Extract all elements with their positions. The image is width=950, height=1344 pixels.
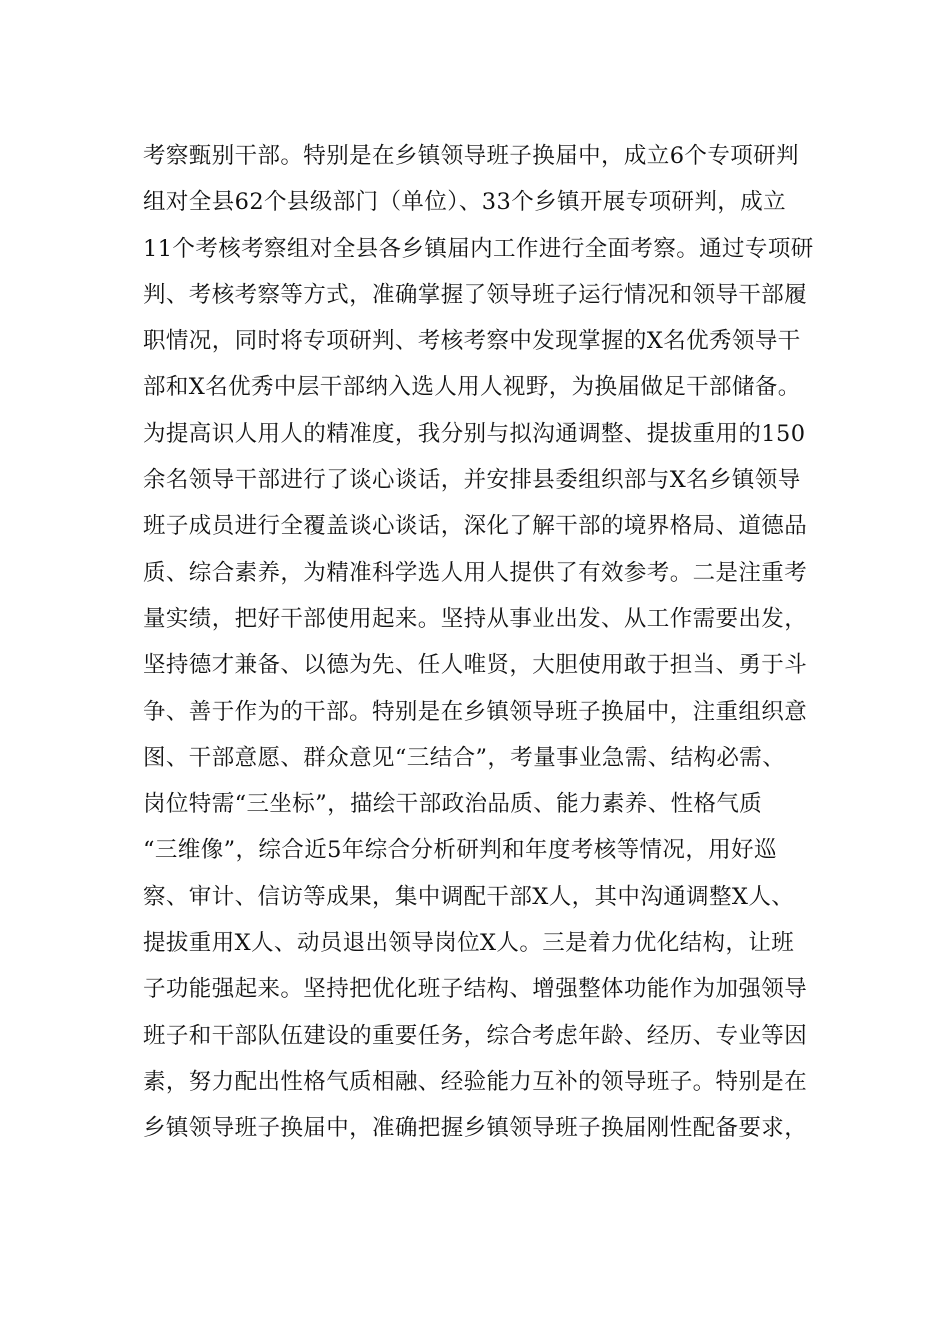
text-line: 争、善于作为的干部。特别是在乡镇领导班子换届中，注重组织意 [143, 698, 808, 725]
text-line: 岗位特需“三坐标”，描绘干部政治品质、能力素养、性格气质 [143, 791, 763, 818]
text-line: 部和X名优秀中层干部纳入选人用人视野，为换届做足干部储备。 [143, 374, 801, 401]
text-line: 质、综合素养，为精准科学选人用人提供了有效参考。二是注重考 [143, 559, 808, 586]
text-line: 子功能强起来。坚持把优化班子结构、增强整体功能作为加强领导 [143, 976, 808, 1003]
text-line: 提拔重用X人、动员退出领导岗位X人。三是着力优化结构，让班 [143, 930, 795, 957]
text-line: 余名领导干部进行了谈心谈话，并安排县委组织部与X名乡镇领导 [143, 467, 801, 494]
text-line: 量实绩，把好干部使用起来。坚持从事业出发、从工作需要出发， [143, 605, 808, 632]
text-line: 图、干部意愿、群众意见“三结合”，考量事业急需、结构必需、 [143, 744, 786, 771]
text-line: 职情况，同时将专项研判、考核考察中发现掌握的X名优秀领导干 [143, 328, 801, 355]
text-line: 考察甄别干部。特别是在乡镇领导班子换届中，成立6个专项研判 [143, 143, 799, 169]
text-line: 察、审计、信访等成果，集中调配干部X人，其中沟通调整X人、 [143, 883, 795, 910]
text-line: 素，努力配出性格气质相融、经验能力互补的领导班子。特别是在 [143, 1068, 808, 1095]
text-line: 11个考核考察组对全县各乡镇届内工作进行全面考察。通过专项研 [143, 235, 814, 262]
text-line: 班子成员进行全覆盖谈心谈话，深化了解干部的境界格局、道德品 [143, 513, 808, 540]
text-line: 为提高识人用人的精准度，我分别与拟沟通调整、提拔重用的150 [143, 420, 806, 447]
text-line: “三维像”，综合近5年综合分析研判和年度考核等情况，用好巡 [143, 837, 777, 864]
text-line: 乡镇领导班子换届中，准确把握乡镇领导班子换届刚性配备要求， [143, 1115, 808, 1142]
text-line: 班子和干部队伍建设的重要任务，综合考虑年龄、经历、专业等因 [143, 1022, 808, 1049]
text-line: 坚持德才兼备、以德为先、任人唯贤，大胆使用敢于担当、勇于斗 [143, 652, 808, 679]
body-paragraph [143, 133, 823, 1152]
text-line: 组对全县62个县级部门（单位）、33个乡镇开展专项研判，成立 [143, 189, 787, 216]
text-line: 判、考核考察等方式，准确掌握了领导班子运行情况和领导干部履 [143, 281, 808, 308]
